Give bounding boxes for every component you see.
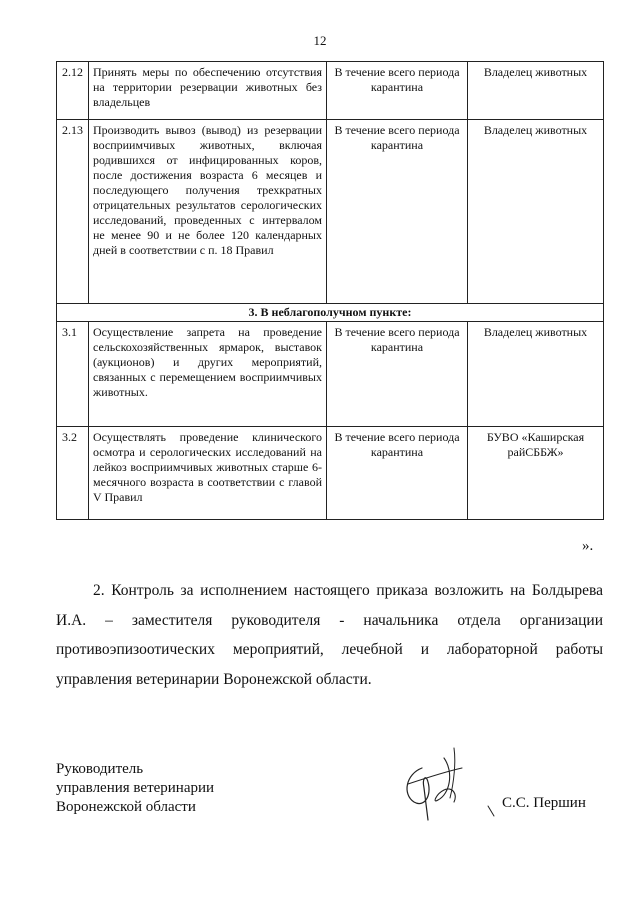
- position-line: Руководитель: [56, 761, 144, 777]
- measure-text: Осуществление запрета на проведение сельскохозяйственных ярмарок, выставок (аукционов) и других мероприятий, связанных с перемещением восприимчивых животных.: [89, 322, 327, 427]
- section-title: 3. В неблагополучном пункте:: [57, 304, 604, 322]
- closing-quote: ».: [582, 538, 594, 554]
- table-row: [57, 322, 604, 427]
- handwritten-signature: [392, 738, 504, 830]
- term-text: В течение всего периода карантина: [327, 427, 468, 520]
- term-text: В течение всего периода карантина: [327, 62, 468, 120]
- responsible-text: Владелец животных: [468, 120, 604, 304]
- row-number: 2.12: [57, 62, 89, 120]
- measure-text: Осуществлять проведение клинического осмотра и серологических исследований на лейкоз восприимчивых животных старше 6-месячного возраста в соответствии с главой V Правил: [89, 427, 327, 520]
- position-line: управления ветеринарии: [56, 780, 215, 796]
- measure-text: Принять меры по обеспечению отсутствия на территории резервации животных без владельцев: [89, 62, 327, 120]
- row-number: 3.1: [57, 322, 89, 427]
- signature-position: [56, 760, 256, 817]
- signer-name: С.С. Першин: [502, 795, 586, 811]
- responsible-text: Владелец животных: [468, 62, 604, 120]
- table-row: [57, 120, 604, 304]
- responsible-text: БУВО «Каширская райСББЖ»: [468, 427, 604, 520]
- position-line: Воронежской области: [56, 799, 196, 815]
- responsible-text: Владелец животных: [468, 322, 604, 427]
- section-header-row: [57, 304, 604, 322]
- row-number: 3.2: [57, 427, 89, 520]
- term-text: В течение всего периода карантина: [327, 322, 468, 427]
- measure-text: Производить вывоз (вывод) из резервации восприимчивых животных, включая родившихся от инфицированных коров, после достижения возраста 6 месяцев и последующего получения трехкратных отрицательных результатов серологических исследований, проведенных с интервалом не менее 90 и не более 120 календарных дней в соответствии с п. 18 Правил: [89, 120, 327, 304]
- table-row: [57, 427, 604, 520]
- term-text: В течение всего периода карантина: [327, 120, 468, 304]
- measures-table: [56, 61, 604, 520]
- page-number: 12: [313, 33, 327, 48]
- row-number: 2.13: [57, 120, 89, 304]
- paragraph-2: 2. Контроль за исполнением настоящего приказа возложить на Болдырева И.А. – заместителя руководителя - начальника отдела организации противоэпизоотических мероприятий, лечебной и лабораторной работы управления ветеринарии Воронежской области.: [56, 582, 603, 688]
- table-row: [57, 62, 604, 120]
